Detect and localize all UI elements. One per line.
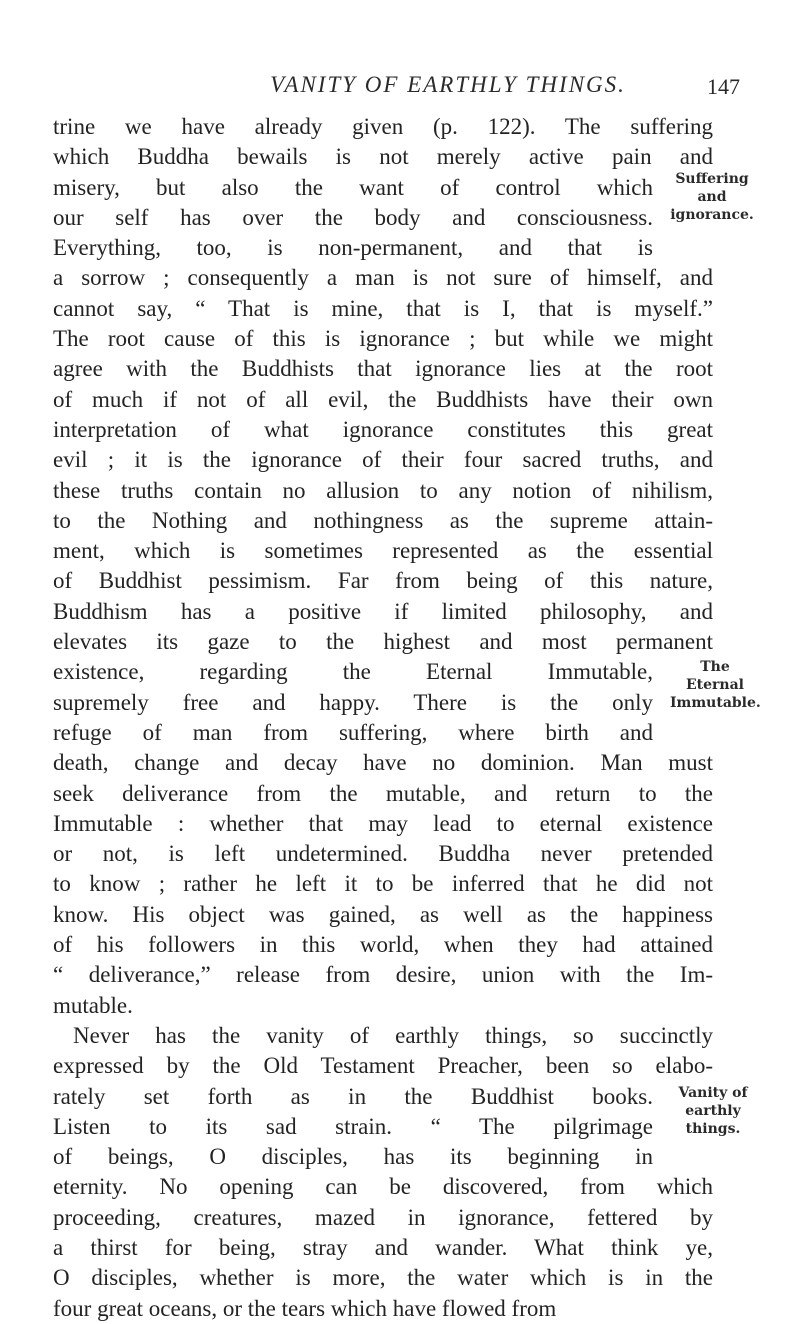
text-line: interpretation of what ignorance constitutes this great bbox=[53, 416, 713, 442]
sidenote-line: Suffering bbox=[675, 171, 749, 187]
sidenote-line: Eternal bbox=[686, 677, 744, 693]
text-line: Everything, too, is non-permanent, and that is bbox=[53, 235, 653, 261]
sidenote-line: and bbox=[697, 189, 727, 205]
text-line: of Buddhist pessimism. Far from being of this nature, bbox=[53, 568, 713, 594]
text-line: of beings, O disciples, has its beginning in bbox=[53, 1144, 653, 1170]
text-line: proceeding, creatures, mazed in ignorance, fettered by bbox=[53, 1204, 713, 1230]
text-line: eternity. No opening can be discovered, from which bbox=[53, 1174, 713, 1200]
text-line: trine we have already given (p. 122). The suffering bbox=[53, 114, 713, 139]
text-line: Listen to its sad strain. “ The pilgrimage bbox=[53, 1113, 653, 1139]
text-line: O disciples, whether is more, the water which is in the bbox=[53, 1265, 713, 1291]
sidenote-line: ignorance. bbox=[670, 207, 754, 223]
text-line: a sorrow ; consequently a man is not sure of himself, and bbox=[53, 265, 713, 291]
text-line: mutable. bbox=[53, 992, 133, 1018]
text-line: expressed by the Old Testament Preacher, been so elabo- bbox=[53, 1053, 713, 1079]
text-line: evil ; it is the ignorance of their four sacred truths, and bbox=[53, 447, 713, 473]
text-line: four great oceans, or the tears which have flowed from bbox=[53, 1295, 557, 1321]
sidenote-eternal bbox=[670, 658, 760, 712]
text-line: Buddhism has a positive if limited philosophy, and bbox=[53, 598, 713, 624]
text-line: agree with the Buddhists that ignorance lies at the root bbox=[53, 356, 713, 382]
text-line: death, change and decay have no dominion. Man must bbox=[53, 750, 713, 776]
text-line: of his followers in this world, when they had attained bbox=[53, 932, 713, 958]
text-line: a thirst for being, stray and wander. What think ye, bbox=[53, 1234, 713, 1260]
sidenote-suffering bbox=[665, 170, 759, 224]
text-line: existence, regarding the Eternal Immutable, bbox=[53, 659, 653, 685]
text-line: misery, but also the want of control which bbox=[53, 174, 653, 200]
text-line: supremely free and happy. There is the only bbox=[53, 689, 653, 715]
running-head: VANITY OF EARTHLY THINGS. bbox=[270, 72, 626, 97]
page-number: 147 bbox=[707, 74, 740, 99]
text-line: rately set forth as in the Buddhist books. bbox=[53, 1083, 653, 1109]
text-line: these truths contain no allusion to any notion of nihilism, bbox=[53, 477, 713, 503]
sidenote-line: Vanity of bbox=[678, 1085, 748, 1101]
text-line: “ deliverance,” release from desire, union with the Im- bbox=[53, 962, 713, 988]
text-line: or not, is left undetermined. Buddha never pretended bbox=[53, 841, 713, 867]
text-line: our self has over the body and consciousness. bbox=[53, 204, 653, 230]
sidenote-vanity bbox=[666, 1084, 760, 1138]
text-line: to know ; rather he left it to be inferred that he did not bbox=[53, 871, 713, 897]
text-line: know. His object was gained, as well as the happiness bbox=[53, 901, 713, 927]
text-line: of much if not of all evil, the Buddhists have their own bbox=[53, 386, 713, 412]
text-line: elevates its gaze to the highest and most permanent bbox=[53, 629, 713, 655]
text-line: ment, which is sometimes represented as the essential bbox=[53, 538, 713, 564]
sidenote-line: The bbox=[700, 659, 730, 675]
text-line: Never has the vanity of earthly things, so succinctly bbox=[73, 1022, 713, 1048]
text-line: refuge of man from suffering, where birth and bbox=[53, 719, 653, 745]
text-line: Immutable : whether that may lead to eternal existence bbox=[53, 810, 713, 836]
body-text bbox=[53, 112, 713, 1324]
text-line: The root cause of this is ignorance ; but while we might bbox=[53, 326, 713, 352]
text-line: to the Nothing and nothingness as the supreme attain- bbox=[53, 507, 713, 533]
sidenote-line: earthly bbox=[685, 1103, 741, 1119]
text-line: which Buddha bewails is not merely active pain and bbox=[53, 144, 713, 170]
sidenote-line: Immutable. bbox=[670, 695, 761, 711]
text-line: seek deliverance from the mutable, and return to the bbox=[53, 780, 713, 806]
sidenote-line: things. bbox=[685, 1121, 741, 1137]
text-line: cannot say, “ That is mine, that is I, that is myself.” bbox=[53, 295, 713, 321]
